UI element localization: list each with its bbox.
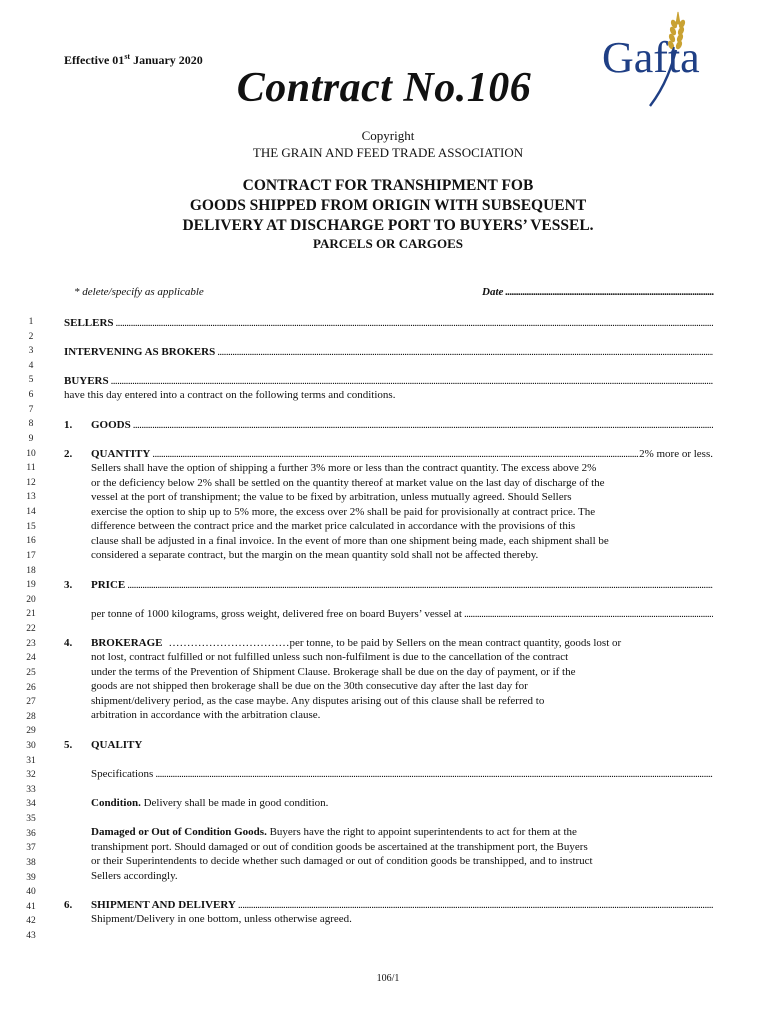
quantity-tail: 2% more or less. (639, 448, 713, 460)
line-number: 16 (26, 536, 36, 547)
line-number: 29 (26, 726, 36, 737)
date-label: Date (482, 286, 504, 298)
clause-number: 3. (64, 579, 73, 591)
quantity-text-line: Sellers shall have the option of shipping a further 3% more or less than the contract quantity. The excess above 2% (91, 462, 597, 474)
brokerage-first-tail: per tonne, to be paid by Sellers on the mean contract quantity, goods lost or (289, 637, 622, 649)
clause-number: 6. (64, 899, 73, 911)
line-number: 22 (26, 624, 36, 635)
line-number: 18 (26, 565, 36, 576)
clause-number: 4. (64, 637, 73, 649)
contract-title: Contract No.106 (236, 65, 532, 111)
copyright-label: Copyright (361, 128, 415, 143)
price-port-field[interactable] (91, 607, 713, 622)
specifications-blank[interactable] (155, 767, 713, 782)
brokerage-text-line: arbitration in accordance with the arbitration clause. (91, 709, 321, 721)
line-number: 31 (26, 755, 36, 766)
goods-clause[interactable] (64, 418, 713, 433)
damaged-goods-label: Damaged or Out of Condition Goods. (91, 826, 267, 838)
line-number: 1 (28, 317, 34, 327)
specifications-field[interactable] (91, 767, 713, 782)
heading-line-1: CONTRACT FOR TRANSHIPMENT FOB (242, 177, 534, 194)
quantity-text-line: considered a separate contract, but the margin on the mean quantity sold shall not be affected thereby. (91, 549, 539, 561)
brokerage-text-line: shipment/delivery period, as the case maybe. Any disputes arising out of this clause shall be referred to (91, 695, 545, 707)
line-number: 42 (26, 916, 36, 927)
line-number: 9 (28, 433, 34, 444)
line-number: 15 (26, 521, 36, 532)
brokers-field[interactable] (64, 345, 713, 360)
quantity-clause[interactable] (64, 447, 713, 462)
line-number: 24 (26, 653, 36, 664)
date-blank[interactable] (505, 286, 714, 298)
delete-specify-note: * delete/specify as applicable (74, 286, 204, 298)
heading-line-2: GOODS SHIPPED FROM ORIGIN WITH SUBSEQUENT (189, 197, 587, 214)
line-number: 41 (26, 901, 36, 912)
page-number: 106/1 (376, 973, 400, 984)
line-number: 36 (26, 828, 36, 839)
quantity-blank[interactable] (152, 447, 639, 462)
price-clause[interactable] (64, 578, 713, 593)
gafta-logo (598, 10, 728, 110)
shipment-blank[interactable] (238, 898, 713, 913)
quantity-label: QUANTITY (91, 448, 151, 460)
damaged-goods-line: transhipment port. Should damaged or out of condition goods be ascertained at the transhipment port, the Buyers (91, 841, 588, 853)
brokerage-label: BROKERAGE (91, 637, 163, 649)
line-number: 8 (28, 419, 34, 430)
buyers-blank[interactable] (111, 374, 713, 389)
clause-number: 2. (64, 448, 73, 460)
line-number: 21 (26, 609, 36, 620)
sellers-label: SELLERS (64, 317, 114, 329)
quality-label: QUALITY (91, 739, 143, 751)
heading-line-4: PARCELS OR CARGOES (312, 236, 463, 251)
line-number: 5 (28, 375, 34, 386)
line-number: 13 (26, 492, 36, 503)
line-number: 39 (26, 872, 36, 883)
brokerage-clause[interactable] (64, 636, 713, 651)
line-number: 19 (26, 580, 36, 591)
line-number: 37 (26, 843, 36, 854)
buyers-label: BUYERS (64, 375, 109, 387)
association-name: THE GRAIN AND FEED TRADE ASSOCIATION (252, 145, 524, 160)
brokers-blank[interactable] (217, 345, 713, 360)
condition-label: Condition. (91, 797, 141, 809)
line-number: 25 (26, 667, 36, 678)
quantity-text-line: or the deficiency below 2% shall be settled on the quantity thereof at market value on the last day of discharge of the (91, 477, 605, 489)
brokers-label: INTERVENING AS BROKERS (64, 346, 216, 358)
date-field[interactable] (482, 286, 714, 298)
sellers-blank[interactable] (116, 316, 713, 331)
line-number: 7 (28, 404, 34, 415)
line-number: 6 (28, 390, 34, 401)
condition-text: Condition. Delivery shall be made in good condition. (91, 797, 329, 809)
line-number: 4 (28, 360, 34, 371)
damaged-goods-line: Sellers accordingly. (91, 870, 178, 882)
quantity-text-line: difference between the contract price and the market price calculated in accordance with the provisions of this (91, 520, 576, 532)
line-number: 35 (26, 814, 36, 825)
line-number: 30 (26, 740, 36, 751)
agreement-text: have this day entered into a contract on the following terms and conditions. (64, 389, 396, 401)
goods-blank[interactable] (133, 418, 713, 433)
shipment-label: SHIPMENT AND DELIVERY (91, 899, 236, 911)
line-number: 27 (26, 697, 36, 708)
quantity-text-line: clause shall be adjusted in a final invoice. In the event of more than one shipment being made, each shipment shall be (91, 535, 609, 547)
damaged-goods-line: or their Superintendents to decide whether such damaged or out of condition goods be transhipped, and to instruct (91, 855, 593, 867)
brokerage-blank[interactable]: …………………………… (168, 637, 290, 649)
line-number: 20 (26, 594, 36, 605)
clause-number: 1. (64, 419, 73, 431)
price-port-blank[interactable] (464, 607, 713, 622)
line-number: 2 (28, 331, 34, 342)
shipment-clause[interactable] (64, 898, 713, 913)
quantity-text-line: exercise the option to ship up to 5% more, the excess over 2% shall be paid for provisionally at contract price. The (91, 506, 596, 518)
brokerage-text-line: not lost, contract fulfilled or not fulfilled unless such non-fulfilment is due to the cancellation of the contract (91, 651, 569, 663)
effective-date: Effective 01st January 2020 (64, 52, 203, 67)
line-number: 17 (26, 550, 36, 561)
quantity-text-line: vessel at the port of transhipment; the value to be fixed by arbitration, unless mutually agreed. Should Sellers (91, 491, 572, 503)
line-number: 43 (26, 931, 36, 942)
line-number: 10 (26, 448, 36, 459)
logo-text: Gafta (602, 33, 700, 82)
line-number: 3 (28, 346, 34, 357)
sellers-field[interactable] (64, 316, 713, 331)
line-number: 14 (26, 507, 36, 518)
line-number: 33 (26, 784, 36, 795)
line-number: 32 (26, 770, 36, 781)
clause-number: 5. (64, 739, 73, 751)
specifications-label: Specifications (91, 768, 154, 780)
line-number: 23 (26, 638, 36, 649)
damaged-goods-text: Damaged or Out of Condition Goods. Buyers have the right to appoint superintendents to act for them at the (91, 826, 577, 838)
heading-line-3: DELIVERY AT DISCHARGE PORT TO BUYERS’ VESSEL. (182, 217, 594, 234)
line-number: 11 (26, 463, 36, 474)
price-label: PRICE (91, 579, 126, 591)
buyers-field[interactable] (64, 374, 713, 389)
brokerage-text-line: under the terms of the Prevention of Shipment Clause. Brokerage shall be due on the day of payment, or if the (91, 666, 576, 678)
quality-clause (64, 738, 713, 753)
line-number: 12 (26, 477, 36, 488)
price-blank[interactable] (127, 578, 713, 593)
line-number: 28 (26, 711, 36, 722)
line-number: 40 (26, 887, 36, 898)
line-number: 34 (26, 799, 36, 810)
goods-label: GOODS (91, 419, 131, 431)
price-port-text: per tonne of 1000 kilograms, gross weight, delivered free on board Buyers’ vessel at (91, 608, 462, 620)
shipment-text: Shipment/Delivery in one bottom, unless otherwise agreed. (91, 913, 352, 925)
line-number: 38 (26, 857, 36, 868)
brokerage-text-line: goods are not shipped then brokerage shall be due on the 30th consecutive day after the last day for (91, 680, 528, 692)
line-number: 26 (26, 682, 36, 693)
